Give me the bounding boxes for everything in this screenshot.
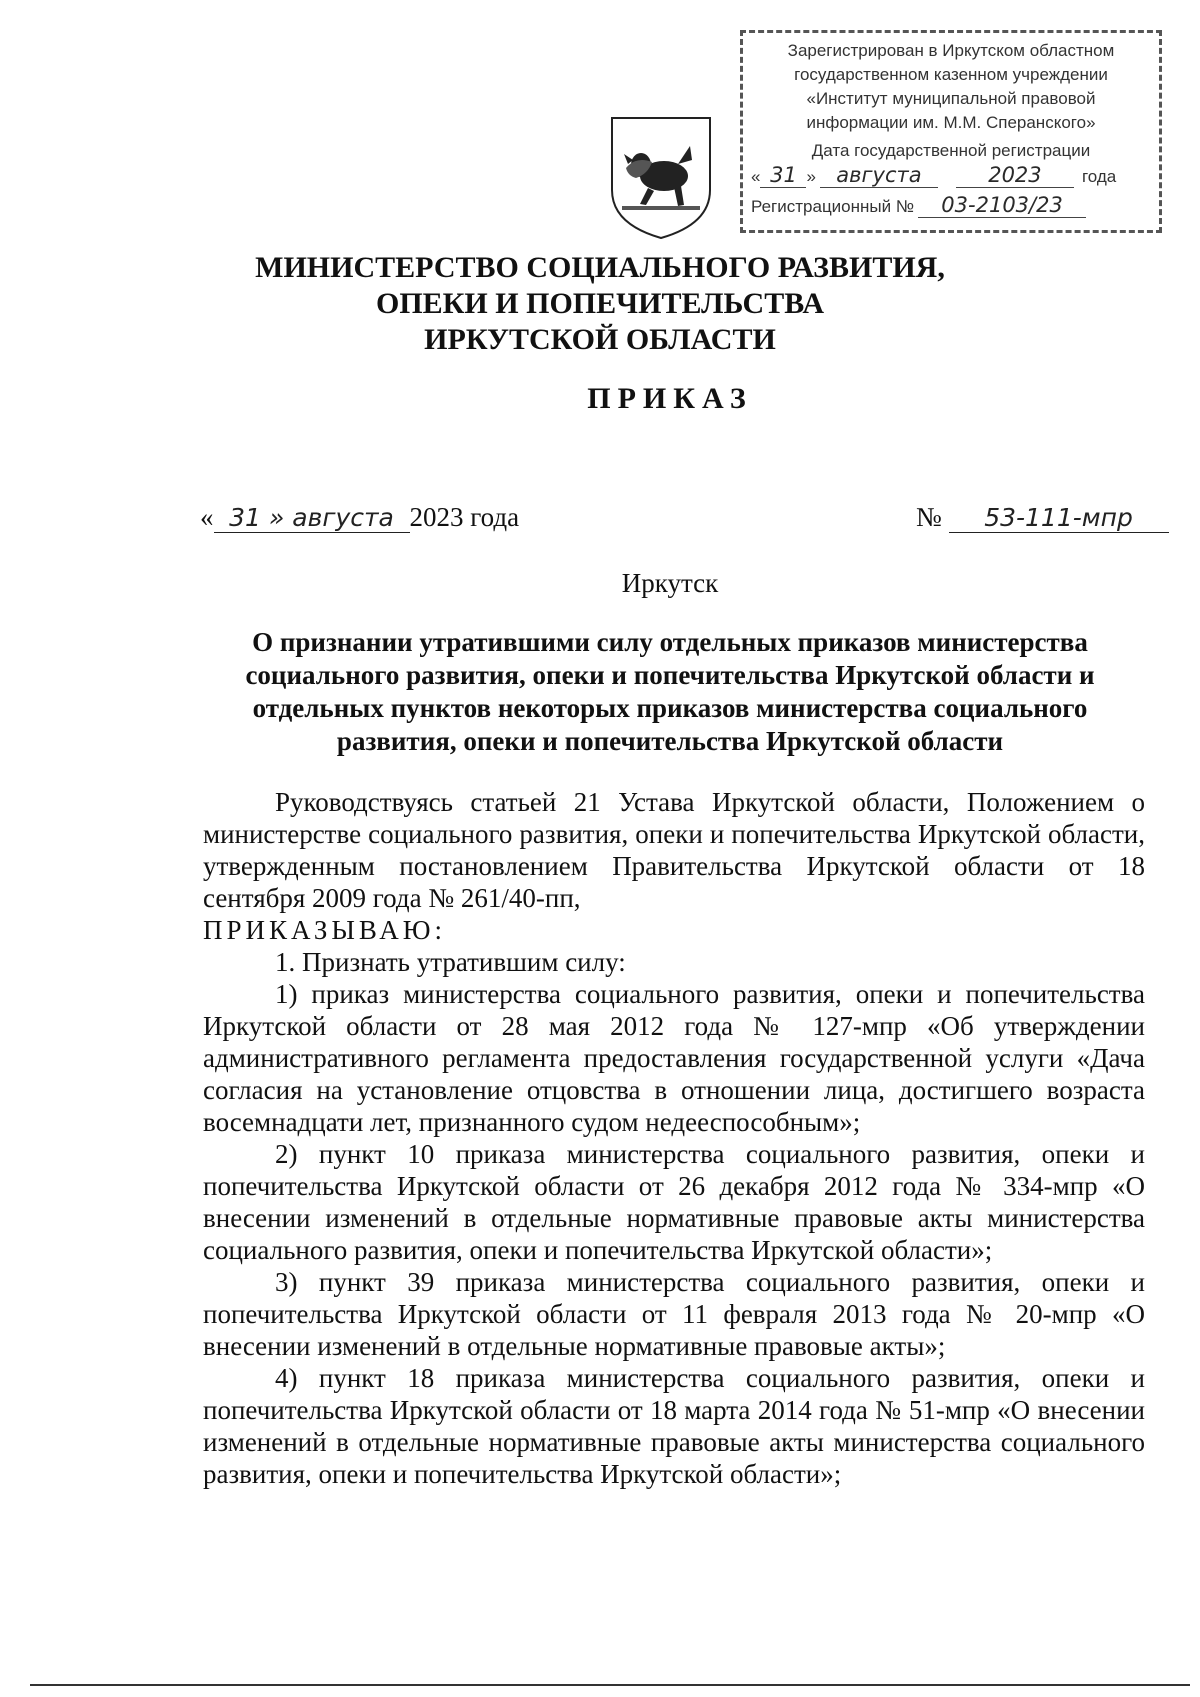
- order-title: [200, 626, 1140, 758]
- date-quote-open: «: [200, 502, 214, 532]
- order-body: [203, 786, 1145, 1490]
- stamp-year-word: года: [1081, 167, 1117, 186]
- stamp-line-2: государственном казенном учреждении: [794, 65, 1108, 84]
- subitem-3: 3) пункт 39 приказа министерства социального развития, опеки и попечительства Иркутской области от 11 февраля 2013 года № 20-мпр «О внесении изменений в отдельные нормативные правовые акты»;: [203, 1267, 1145, 1361]
- title-line-2: социального развития, опеки и попечительства Иркутской области и: [245, 660, 1095, 690]
- stamp-reg-number: 03-2103/23: [918, 193, 1086, 218]
- coat-of-arms-icon: [608, 112, 714, 242]
- stamp-date-row: [751, 163, 1151, 189]
- title-line-3: отдельных пунктов некоторых приказов министерства социального: [252, 693, 1088, 723]
- preamble-paragraph: Руководствуясь статьей 21 Устава Иркутской области, Положением о министерстве социального развития, опеки и попечительства Иркутской области, утвержденным постановлением Правительства Иркутской области от 18 сентября 2009 года № 261/40-пп,: [203, 787, 1145, 913]
- stamp-reg-row: [751, 193, 1151, 219]
- stamp-day: 31: [760, 163, 806, 188]
- stamp-line-4: информации им. М.М. Сперанского»: [806, 113, 1096, 132]
- stamp-reg-label: Регистрационный №: [751, 197, 915, 216]
- title-line-1: О признании утратившими силу отдельных приказов министерства: [252, 627, 1088, 657]
- stamp-quote-close: »: [806, 167, 816, 186]
- page-bottom-rule: [30, 1684, 1190, 1686]
- stamp-month: августа: [820, 163, 938, 188]
- document-type: ПРИКАЗ: [587, 382, 753, 415]
- order-number: [916, 502, 1169, 533]
- ministry-header-line-1: МИНИСТЕРСТВО СОЦИАЛЬНОГО РАЗВИТИЯ,: [255, 251, 945, 284]
- order-date: [200, 502, 519, 533]
- date-handwritten: 31 » августа: [214, 504, 410, 533]
- number-handwritten: 53-111-мпр: [949, 504, 1169, 533]
- number-label: №: [916, 502, 942, 532]
- ministry-header-line-3: ИРКУТСКОЙ ОБЛАСТИ: [424, 323, 776, 356]
- stamp-quote-open: «: [751, 167, 761, 186]
- registration-stamp: [740, 30, 1162, 233]
- stamp-line-1: Зарегистрирован в Иркутском областном: [787, 41, 1115, 60]
- subitem-1: 1) приказ министерства социального развития, опеки и попечительства Иркутской области от 28 мая 2012 года № 127-мпр «Об утверждении административного регламента предоставления государственной услуги «Дача согласия на установление отцовства в отношении лица, достигшего возраста восемнадцати лет, признанного судом недееспособным»;: [203, 979, 1145, 1137]
- stamp-year: 2023: [956, 163, 1074, 188]
- ministry-header: [0, 250, 1200, 358]
- order-word: ПРИКАЗЫВАЮ:: [203, 915, 446, 945]
- subitem-2: 2) пункт 10 приказа министерства социального развития, опеки и попечительства Иркутской области от 26 декабря 2012 года № 334-мпр «О внесении изменений в отдельные нормативные правовые акты министерства социального развития, опеки и попечительства Иркутской области»;: [203, 1139, 1145, 1265]
- ministry-header-line-2: ОПЕКИ И ПОПЕЧИТЕЛЬСТВА: [376, 287, 824, 320]
- stamp-line-3: «Институт муниципальной правовой: [806, 89, 1096, 108]
- city-name: Иркутск: [621, 568, 719, 598]
- stamp-date-label: Дата государственной регистрации: [811, 141, 1091, 160]
- title-line-4: развития, опеки и попечительства Иркутской области: [336, 726, 1004, 756]
- subitem-4: 4) пункт 18 приказа министерства социального развития, опеки и попечительства Иркутской области от 18 марта 2014 года № 51-мпр «О внесении изменений в отдельные нормативные правовые акты министерства социального развития, опеки и попечительства Иркутской области»;: [203, 1363, 1145, 1489]
- date-suffix: 2023 года: [409, 502, 520, 532]
- item-1: 1. Признать утратившим силу:: [275, 947, 626, 977]
